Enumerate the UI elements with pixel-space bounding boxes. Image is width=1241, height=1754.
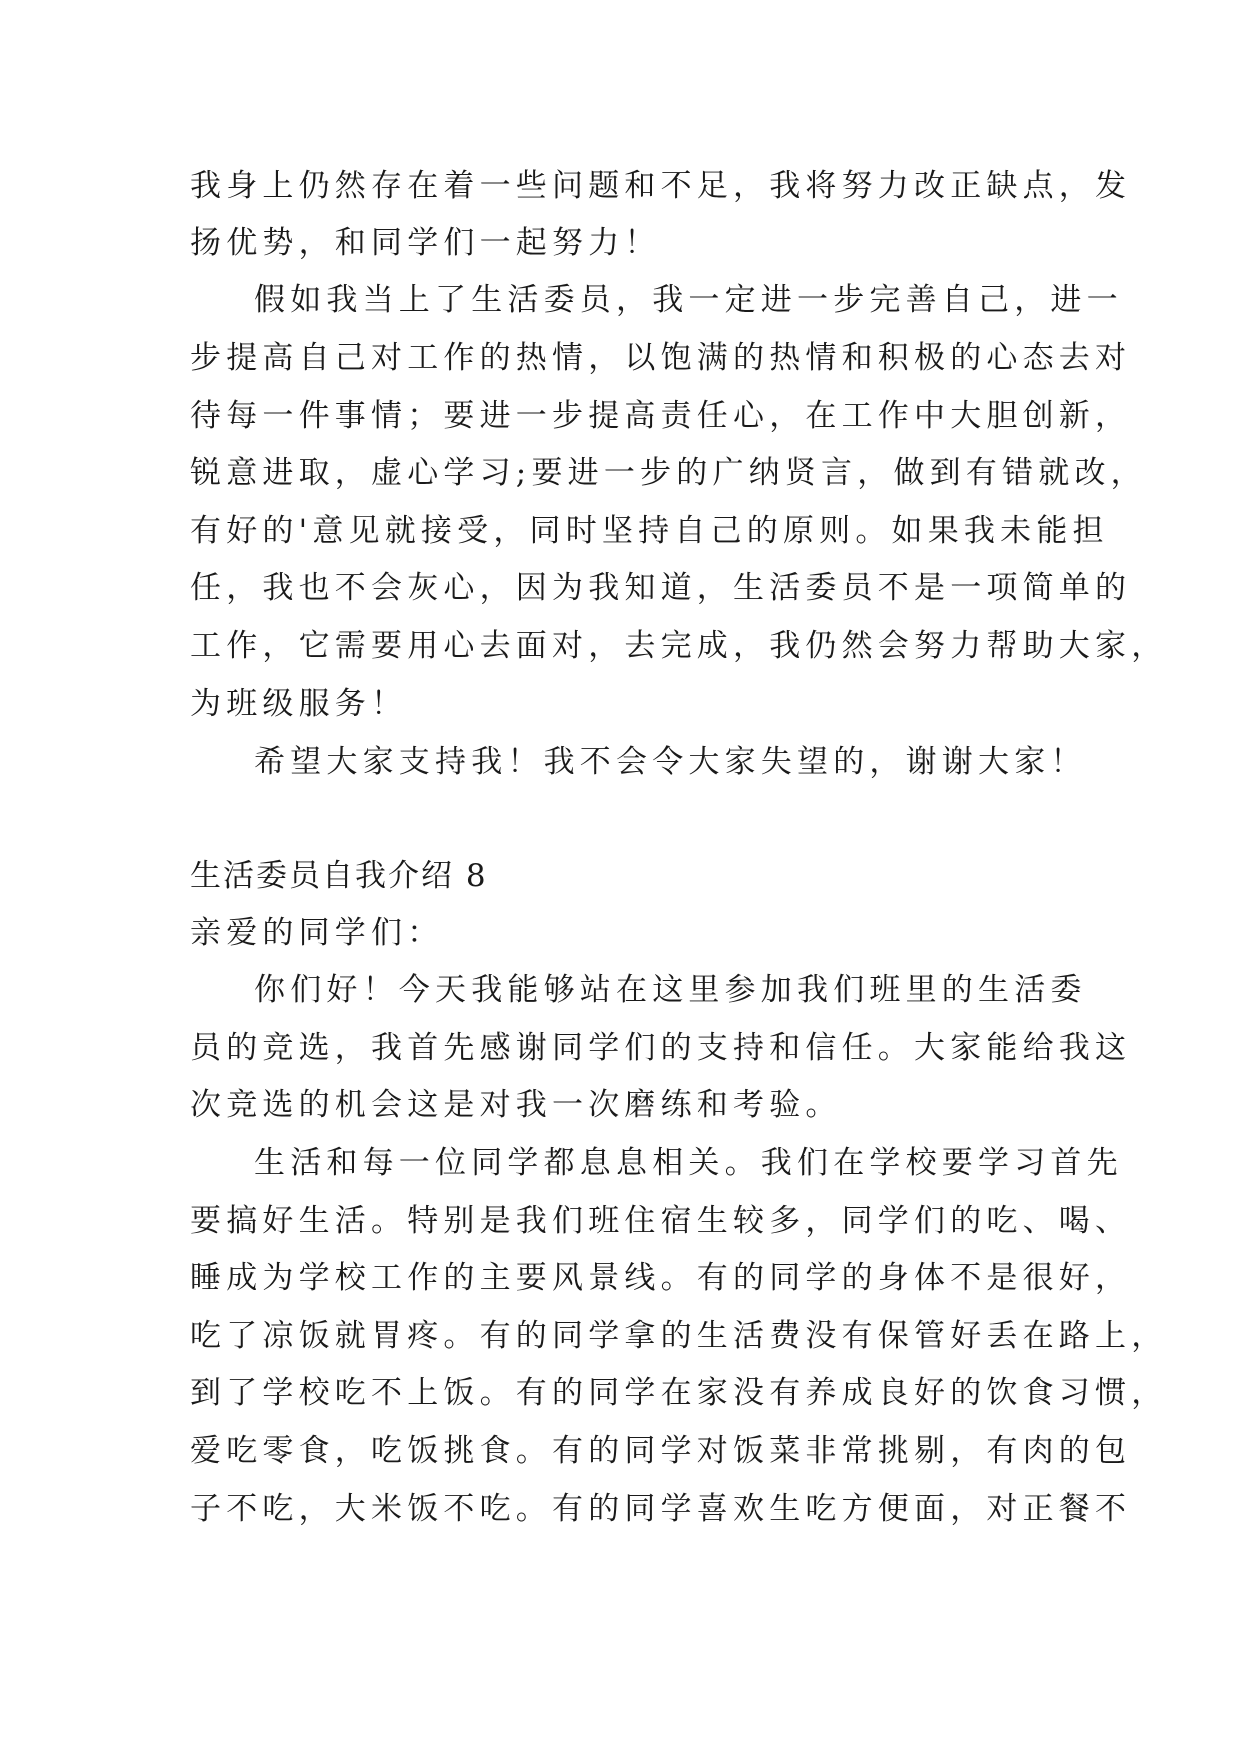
text-line: 有好的'意见就接受，同时坚持自己的原则。如果我未能担 <box>190 513 1109 549</box>
text-line: 步提高自己对工作的热情，以饱满的热情和积极的心态去对 <box>190 340 1132 376</box>
text-line: 为班级服务！ <box>190 686 408 722</box>
text-line: 任，我也不会灰心，因为我知道，生活委员不是一项简单的 <box>190 570 1132 606</box>
text-line: 次竞选的机会这是对我一次磨练和考验。 <box>190 1087 842 1123</box>
text-line: 子不吃，大米饭不吃。有的同学喜欢生吃方便面，对正餐不 <box>190 1491 1132 1527</box>
text-line: 我身上仍然存在着一些问题和不足，我将努力改正缺点，发 <box>190 168 1132 204</box>
text-line: 睡成为学校工作的主要风景线。有的同学的身体不是很好， <box>190 1260 1132 1296</box>
text-line: 吃了凉饭就胃疼。有的同学拿的生活费没有保管好丢在路上， <box>190 1318 1168 1354</box>
paragraph-first-line: 假如我当上了生活委员，我一定进一步完善自己，进一 <box>254 282 1123 318</box>
text-line: 扬优势，和同学们一起努力！ <box>190 225 661 261</box>
salutation: 亲爱的同学们： <box>190 915 444 951</box>
text-line: 待每一件事情；要进一步提高责任心，在工作中大胆创新， <box>190 398 1132 434</box>
closing-line: 希望大家支持我！我不会令大家失望的，谢谢大家！ <box>254 744 1087 780</box>
text-line: 到了学校吃不上饭。有的同学在家没有养成良好的饮食习惯， <box>190 1375 1168 1411</box>
text-line: 锐意进取，虚心学习;要进一步的广纳贤言，做到有错就改， <box>190 455 1147 491</box>
text-line: 要搞好生活。特别是我们班住宿生较多，同学们的吃、喝、 <box>190 1203 1132 1239</box>
text-line: 工作，它需要用心去面对，去完成，我仍然会努力帮助大家， <box>190 628 1168 664</box>
paragraph-first-line: 生活和每一位同学都息息相关。我们在学校要学习首先 <box>254 1145 1123 1181</box>
section-heading: 生活委员自我介绍 8 <box>190 858 488 894</box>
text-line: 爱吃零食，吃饭挑食。有的同学对饭菜非常挑剔，有肉的包 <box>190 1433 1132 1469</box>
text-line: 员的竞选，我首先感谢同学们的支持和信任。大家能给我这 <box>190 1030 1132 1066</box>
paragraph-first-line: 你们好！今天我能够站在这里参加我们班里的生活委 <box>254 972 1087 1008</box>
